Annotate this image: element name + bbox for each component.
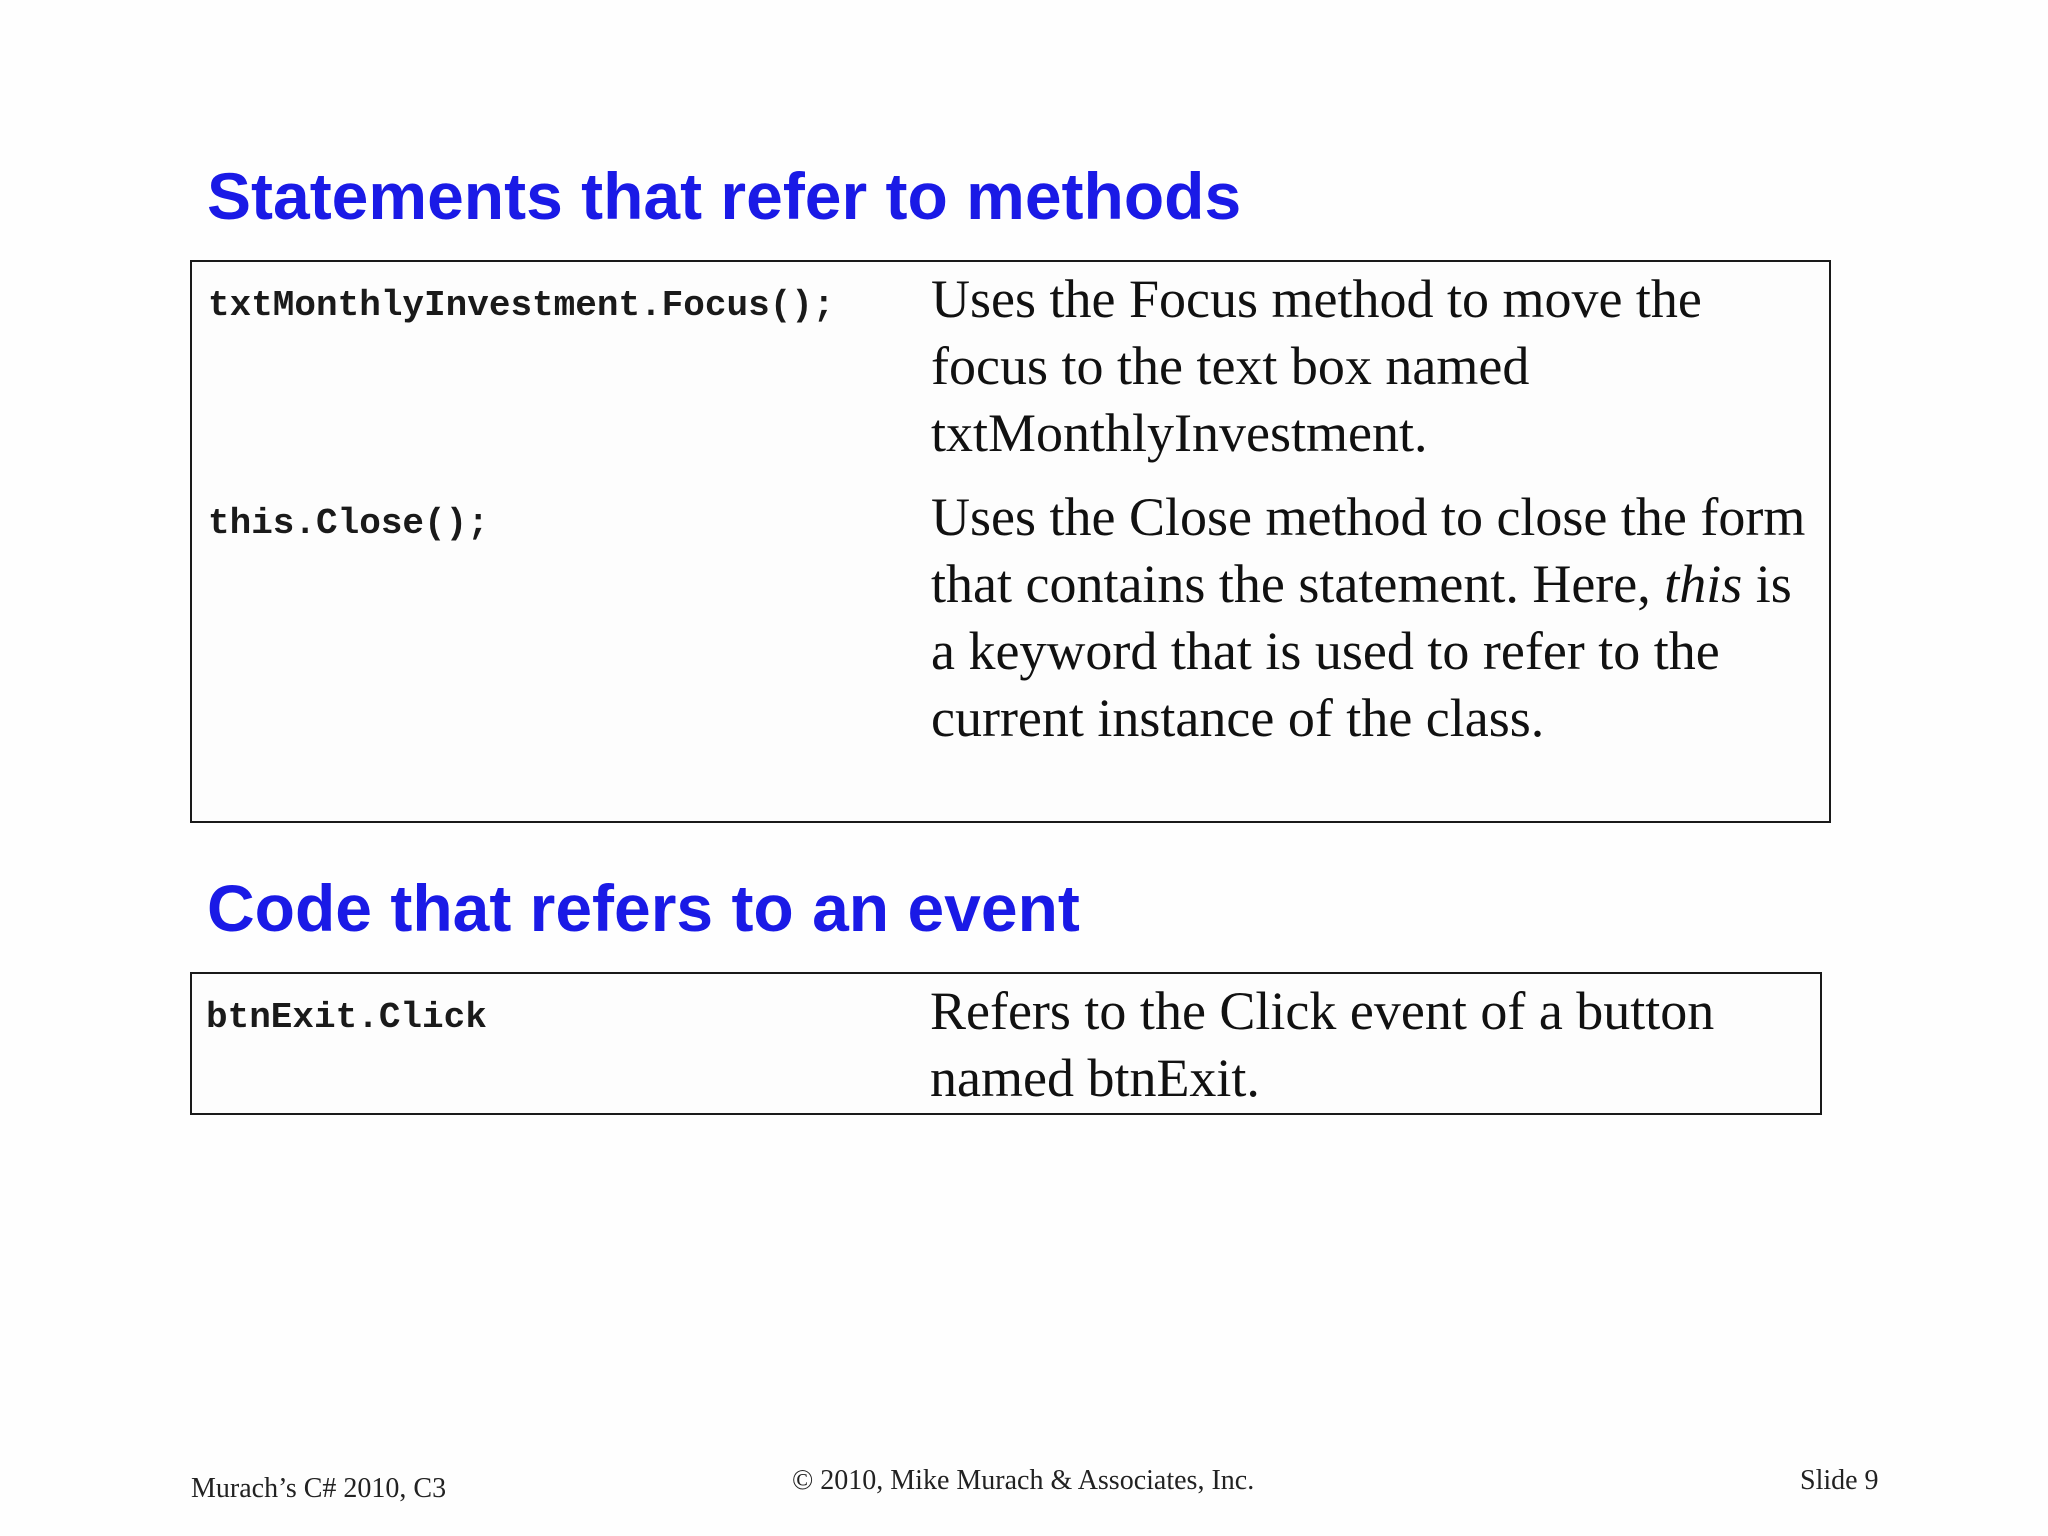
- code-statement-focus: txtMonthlyInvestment.Focus();: [208, 285, 835, 326]
- description-click: Refers to the Click event of a button named btnExit.: [930, 981, 1715, 1108]
- footer-copyright: © 2010, Mike Murach & Associates, Inc.: [792, 1465, 1255, 1496]
- methods-table: [190, 260, 1831, 823]
- description-close: [931, 484, 1811, 752]
- footer-slide-number: Slide 9: [1800, 1465, 1879, 1496]
- section-heading-event: Code that refers to an event: [207, 871, 1080, 945]
- code-statement-close: this.Close();: [208, 503, 489, 544]
- event-table: [190, 972, 1822, 1115]
- section-heading-methods: Statements that refer to methods: [207, 159, 1242, 233]
- description-close-part1: Uses the Close method to close the form that contains the statement. Here,: [931, 487, 1806, 614]
- footer-book-title: Murach’s C# 2010, C3: [191, 1473, 447, 1504]
- description-close-part2: is a keyword that is used to refer to the current instance of the class.: [931, 554, 1792, 748]
- keyword-this: this: [1664, 554, 1743, 614]
- code-statement-click: btnExit.Click: [206, 997, 487, 1038]
- description-focus: Uses the Focus method to move the focus to the text box named txtMonthlyInvestment.: [931, 269, 1702, 463]
